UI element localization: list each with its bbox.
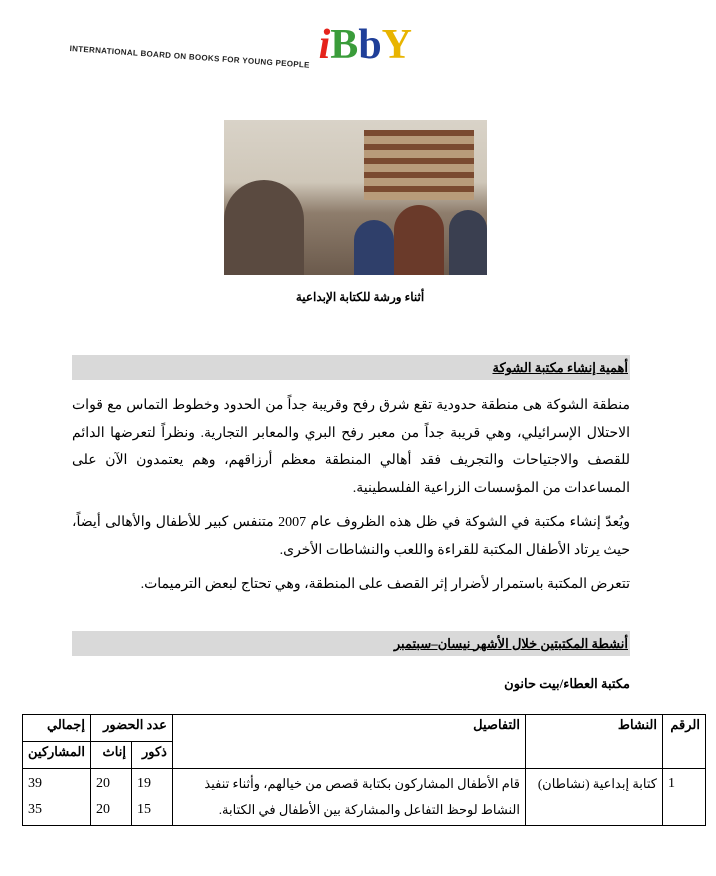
- section-heading-bar: [72, 631, 630, 656]
- header-total: إجمالي: [23, 714, 91, 741]
- photo-caption: أثناء ورشة للكتابة الإبداعية: [295, 290, 425, 304]
- cell-activity: كتابة إبداعية (نشاطان): [526, 768, 663, 825]
- page-header: [70, 20, 412, 70]
- paragraph: ويُعدّ إنشاء مكتبة في الشوكة في ظل هذه الظروف عام 2007 متنفس كبير للأطفال والأهالى أيضاً، حيث يرتاد الأطفال المكتبة للقراءة واللعب والنشاطات الأخرى.: [72, 515, 630, 558]
- header-attendance: عدد الحضور: [90, 714, 172, 741]
- header-number: الرقم: [663, 714, 706, 768]
- cell-total: 35: [28, 801, 42, 817]
- cell-total: 39: [28, 775, 42, 791]
- cell-number: 1: [663, 768, 706, 825]
- document-body: [22, 355, 706, 826]
- ibby-logo: iBbY: [318, 22, 413, 68]
- cell-females: 20: [95, 775, 110, 791]
- workshop-photo: [224, 120, 487, 275]
- library-subheading: مكتبة العطاء/بيت حانون: [504, 675, 630, 691]
- table-row: [23, 768, 706, 825]
- section-heading: أهمية إنشاء مكتبة الشوكة: [492, 360, 628, 375]
- header-details: التفاصيل: [172, 714, 525, 768]
- paragraph: منطقة الشوكة هى منطقة حدودية تقع شرق رفح وقريبة جداً من الحدود وخطوط التماس مع قوات الاحتلال الإسرائيلي، وهي قريبة جداً من معبر رفح البري والمعابر التجارية. ونظراً لتعرضها الدائم للقصف والاجتياحات والتجريف فقد أهالي المنطقة معظم أرزاقهم، وهم يعتمدون الآن على المساعدات من المؤسسات الزراعية الفلسطينية.: [72, 398, 630, 496]
- paragraph: تتعرض المكتبة باستمرار لأضرار إثر القصف على المنطقة، وهي تحتاج لبعض الترميمات.: [140, 577, 630, 592]
- cell-males: 15: [136, 801, 151, 817]
- activities-table: [22, 714, 706, 826]
- header-activity: النشاط: [526, 714, 663, 768]
- header-total-participants: المشاركين: [23, 741, 91, 768]
- section-heading: أنشطة المكتبتين خلال الأشهر نيسان–سبتمبر: [393, 635, 628, 651]
- section-heading-bar: [72, 355, 630, 380]
- cell-females: 20: [95, 801, 110, 817]
- header-females: إناث: [90, 741, 131, 768]
- logo-tagline: INTERNATIONAL BOARD ON BOOKS FOR YOUNG PEOPLE: [69, 44, 311, 70]
- header-males: ذكور: [131, 741, 172, 768]
- cell-details: قام الأطفال المشاركون بكتابة قصص من خيالهم، وأثناء تنفيذ النشاط لوحظ التفاعل والمشاركة بين الأطفال في الكتابة.: [172, 768, 525, 825]
- cell-males: 19: [136, 775, 151, 791]
